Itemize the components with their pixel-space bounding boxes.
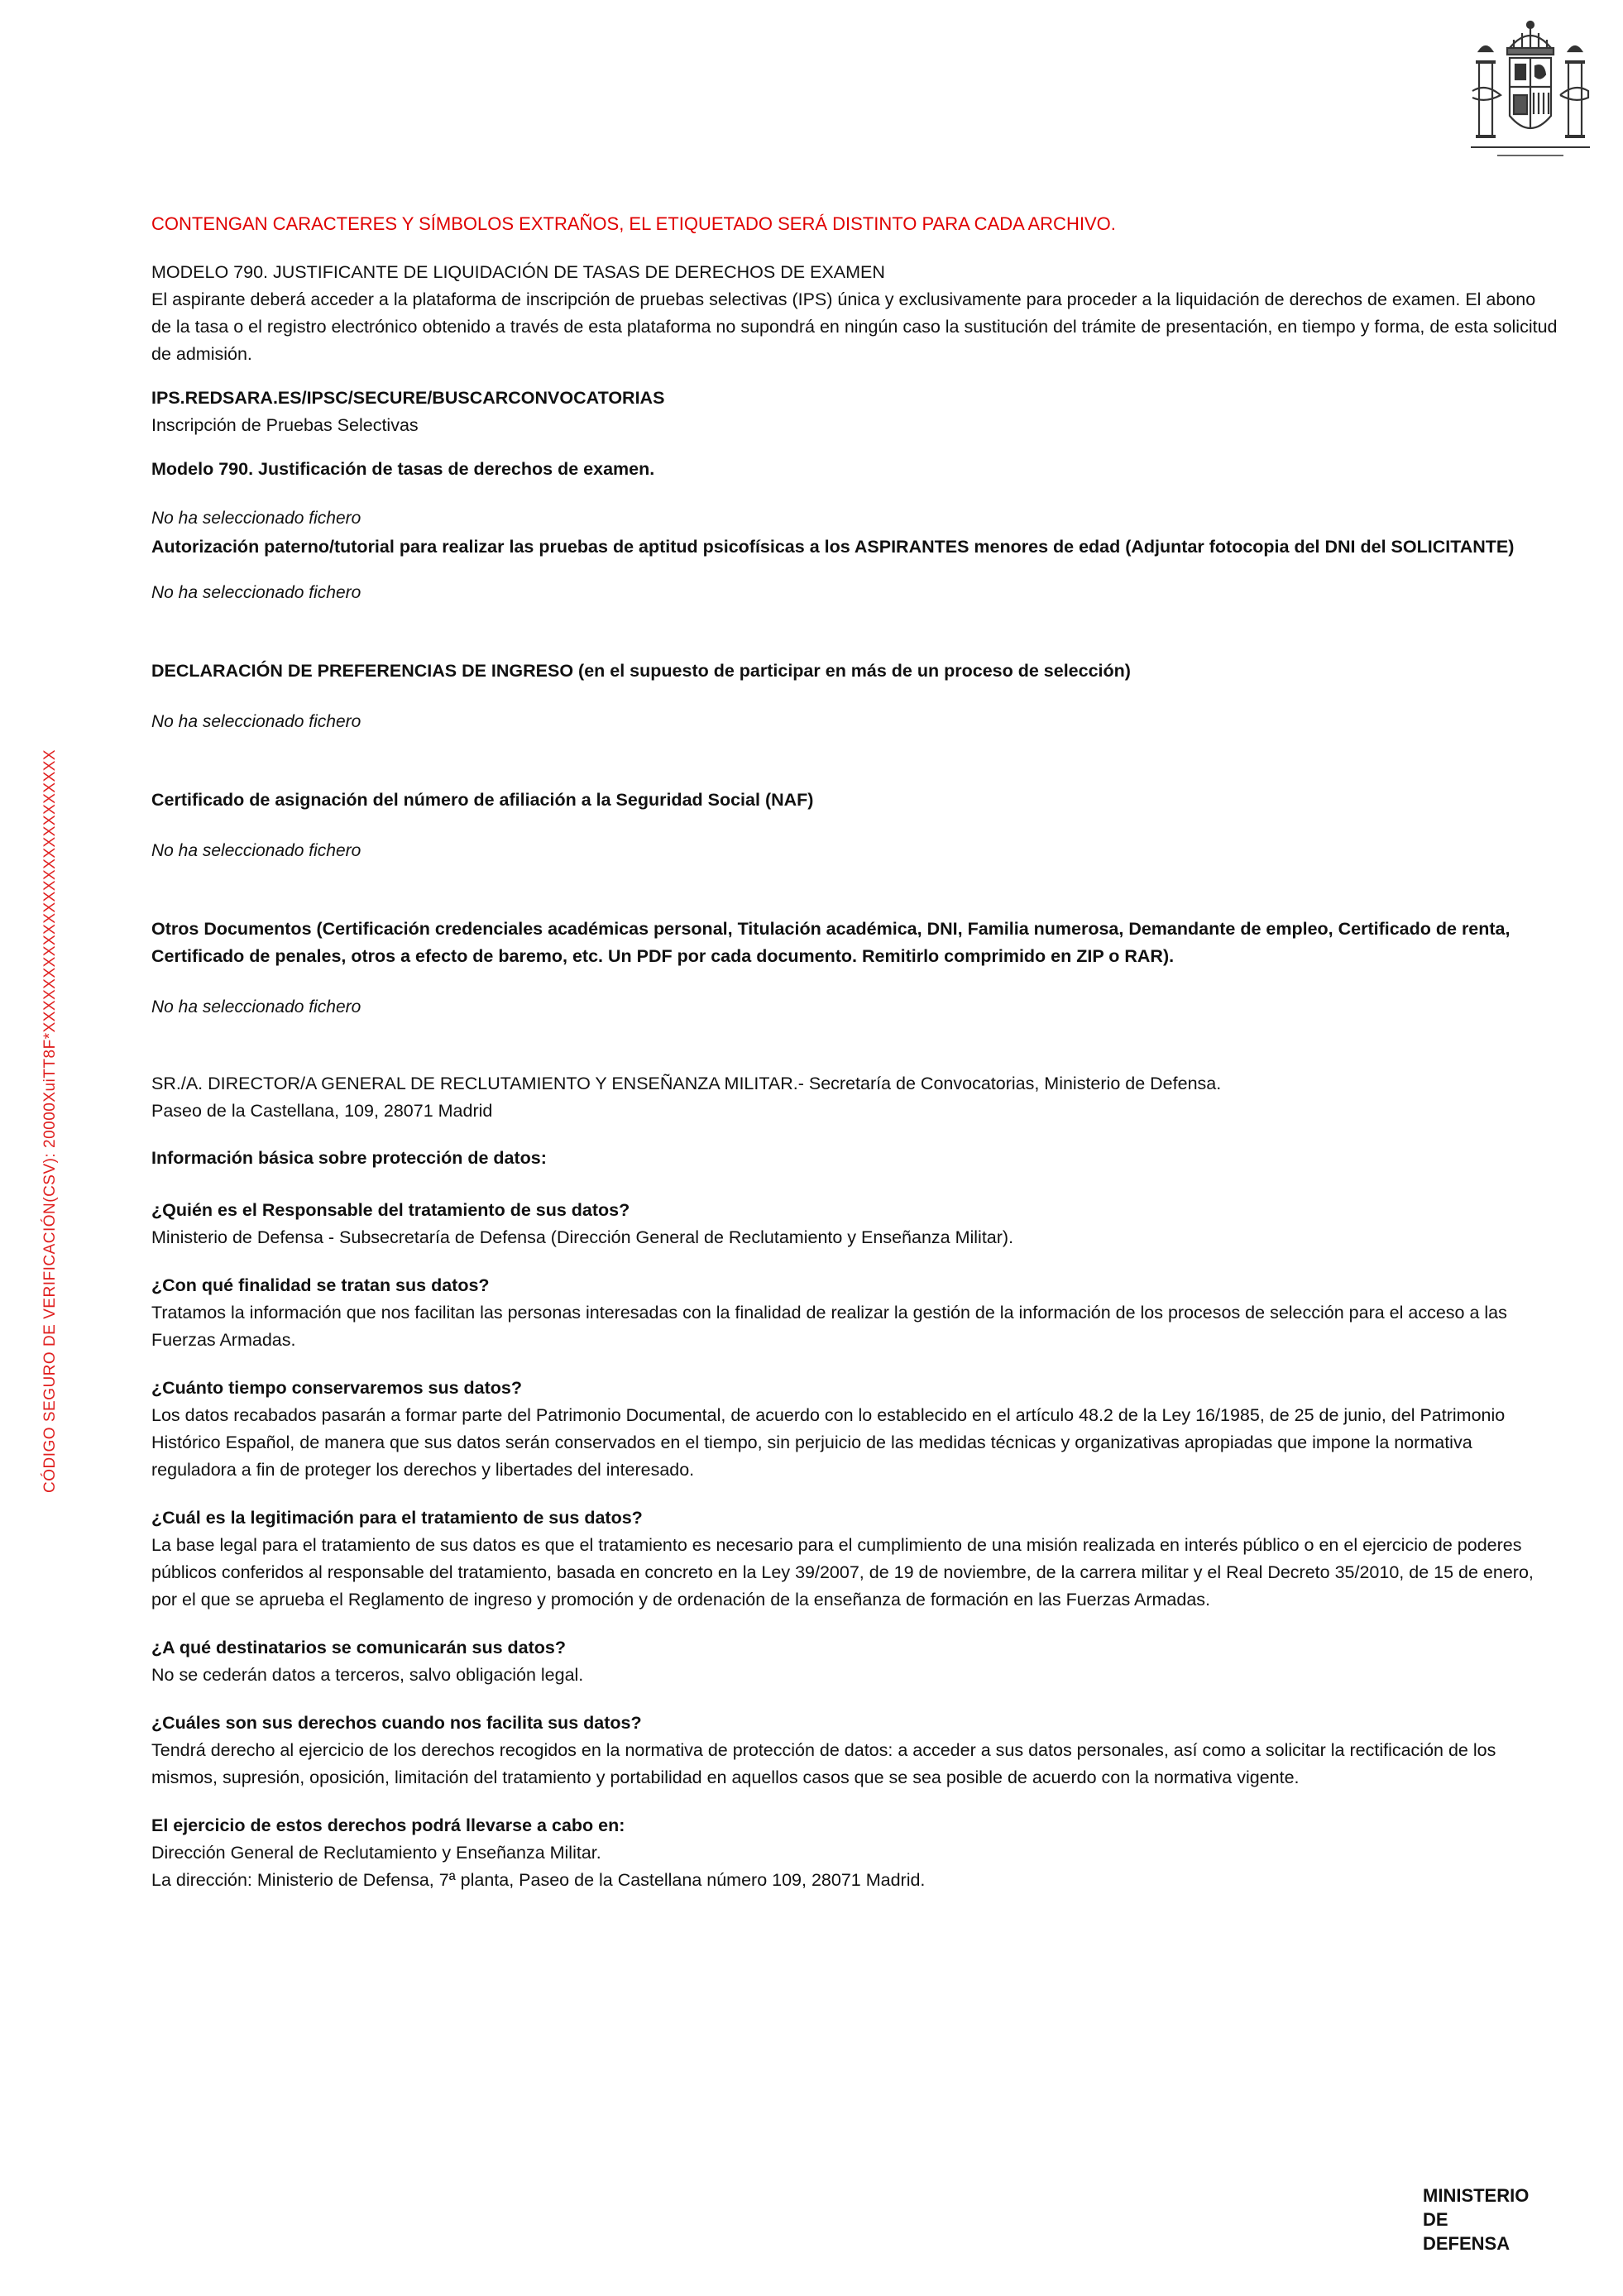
attachment-5 [151,916,1558,1021]
privacy-section [151,1504,1558,1614]
attachment-4 [151,787,1558,864]
privacy-section [151,1634,1558,1689]
attachment-label: Certificado de asignación del número de afiliación a la Seguridad Social (NAF) [151,790,814,810]
privacy-section [151,1197,1558,1251]
modelo790-title: MODELO 790. JUSTIFICANTE DE LIQUIDACIÓN DE TASAS DE DERECHOS DE EXAMEN [151,262,885,282]
privacy-answer: Tratamos la información que nos facilitan las personas interesadas con la finalidad de realizar la gestión de la información de los procesos de selección para el acceso a las Fuerzas Armadas. [151,1303,1507,1350]
privacy-section [151,1375,1558,1484]
privacy-answer: Ministerio de Defensa - Subsecretaría de Defensa (Dirección General de Reclutamiento y Enseñanza Militar). [151,1227,1014,1247]
privacy-answer: No se cederán datos a terceros, salvo obligación legal. [151,1665,584,1685]
privacy-answer: Los datos recabados pasarán a formar parte del Patrimonio Documental, de acuerdo con lo establecido en el artículo 48.2 de la Ley 16/1985, de 25 de junio, del Patrimonio Histórico Español, de manera que sus datos serán conservados en el tiempo, sin perjuicio de las medidas técnicas y organizativas apropiadas que impone la normativa reguladora a fin de proteger los derechos y libertades del interesado. [151,1405,1506,1480]
ministry-footer [1423,2184,1529,2255]
privacy-question: ¿Con qué finalidad se tratan sus datos? [151,1275,490,1295]
attachment-1 [151,456,1558,532]
recipient [151,1070,1558,1125]
ips-link[interactable]: IPS.REDSARA.ES/IPSC/SECURE/BUSCARCONVOCATORIAS [151,388,665,408]
privacy-section [151,1272,1558,1354]
privacy-question: ¿Quién es el Responsable del tratamiento de sus datos? [151,1200,630,1220]
attachment-label: Otros Documentos (Certificación credenciales académicas personal, Titulación académica, DNI, Familia numerosa, Demandante de empleo, Certificado de renta, Certificado de penales, otros a efecto de baremo, etc. Un PDF por cada documento. Remitirlo comprimido en ZIP o RAR). [151,919,1510,966]
footer-line1: MINISTERIO [1423,2185,1530,2206]
document-body [151,210,1558,1894]
coat-of-arms-logo [1464,17,1597,161]
ips-label: Inscripción de Pruebas Selectivas [151,415,419,435]
footer-line3: DEFENSA [1423,2233,1510,2254]
attachment-label: Autorización paterno/tutorial para realizar las pruebas de aptitud psicofísicas a los ASPIRANTES menores de edad (Adjuntar fotocopia del DNI del SOLICITANTE) [151,537,1515,557]
privacy-section [151,1710,1558,1791]
rights-line1: Dirección General de Reclutamiento y Enseñanza Militar. [151,1843,601,1863]
file-status[interactable]: No ha seleccionado fichero [151,712,361,731]
privacy-question: ¿A qué destinatarios se comunicarán sus datos? [151,1638,566,1657]
privacy-question: ¿Cuáles son sus derechos cuando nos facilita sus datos? [151,1713,642,1733]
footer-line2: DE [1423,2209,1448,2230]
attachment-3 [151,658,1558,735]
ips-section [151,385,1558,439]
attachment-label: Modelo 790. Justificación de tasas de derechos de examen. [151,459,655,479]
privacy-answer: La base legal para el tratamiento de sus datos es que el tratamiento es necesario para el cumplimiento de una misión realizada en interés público o en el ejercicio de poderes públicos conferidos al responsable del tratamiento, basada en concreto en la Ley 39/2007, de 19 de noviembre, de la carrera militar y el Real Decreto 35/2010, de 15 de enero, por el que se aprueba el Reglamento de ingreso y promoción y de ordenación de la enseñanza de formación en las Fuerzas Armadas. [151,1535,1534,1610]
recipient-line2: Paseo de la Castellana, 109, 28071 Madrid [151,1101,493,1121]
recipient-line1: SR./A. DIRECTOR/A GENERAL DE RECLUTAMIENTO Y ENSEÑANZA MILITAR.- Secretaría de Convocatorias, Ministerio de Defensa. [151,1074,1222,1093]
file-status[interactable]: No ha seleccionado fichero [151,997,361,1016]
red-notice: CONTENGAN CARACTERES Y SÍMBOLOS EXTRAÑOS, EL ETIQUETADO SERÁ DISTINTO PARA CADA ARCHIVO. [151,213,1116,234]
file-status[interactable]: No ha seleccionado fichero [151,841,361,860]
file-status[interactable]: No ha seleccionado fichero [151,509,361,528]
modelo790-text: El aspirante deberá acceder a la plataforma de inscripción de pruebas selectivas (IPS) única y exclusivamente para proceder a la liquidación de derechos de examen. El abono de la tasa o el registro electrónico obtenido a través de esta plataforma no supondrá en ningún caso la sustitución del trámite de presentación, en tiempo y forma, de esta solicitud de admisión. [151,289,1558,364]
privacy-heading: Información básica sobre protección de datos: [151,1148,547,1168]
verification-code: CÓDIGO SEGURO DE VERIFICACIÓN(CSV): 20000XuiTT8F*XXXXXXXXXXXXXXXXXXXXXXXXXX [41,749,59,1493]
privacy-question: ¿Cuánto tiempo conservaremos sus datos? [151,1378,523,1398]
attachment-label: DECLARACIÓN DE PREFERENCIAS DE INGRESO (en el supuesto de participar en más de un proceso de selección) [151,661,1131,681]
modelo790-section [151,259,1558,368]
file-status[interactable]: No ha seleccionado fichero [151,583,361,602]
rights-exercise [151,1812,1558,1894]
rights-line2: La dirección: Ministerio de Defensa, 7ª planta, Paseo de la Castellana número 109, 28071 Madrid. [151,1870,926,1890]
rights-heading: El ejercicio de estos derechos podrá llevarse a cabo en: [151,1815,625,1835]
privacy-answer: Tendrá derecho al ejercicio de los derechos recogidos en la normativa de protección de datos: a acceder a sus datos personales, así como a solicitar la rectificación de los mismos, supresión, oposición, limitación del tratamiento y portabilidad en aquellos casos que se sea posible de acuerdo con la normativa vigente. [151,1740,1496,1787]
privacy-question: ¿Cuál es la legitimación para el tratamiento de sus datos? [151,1508,643,1528]
attachment-2 [151,533,1558,606]
